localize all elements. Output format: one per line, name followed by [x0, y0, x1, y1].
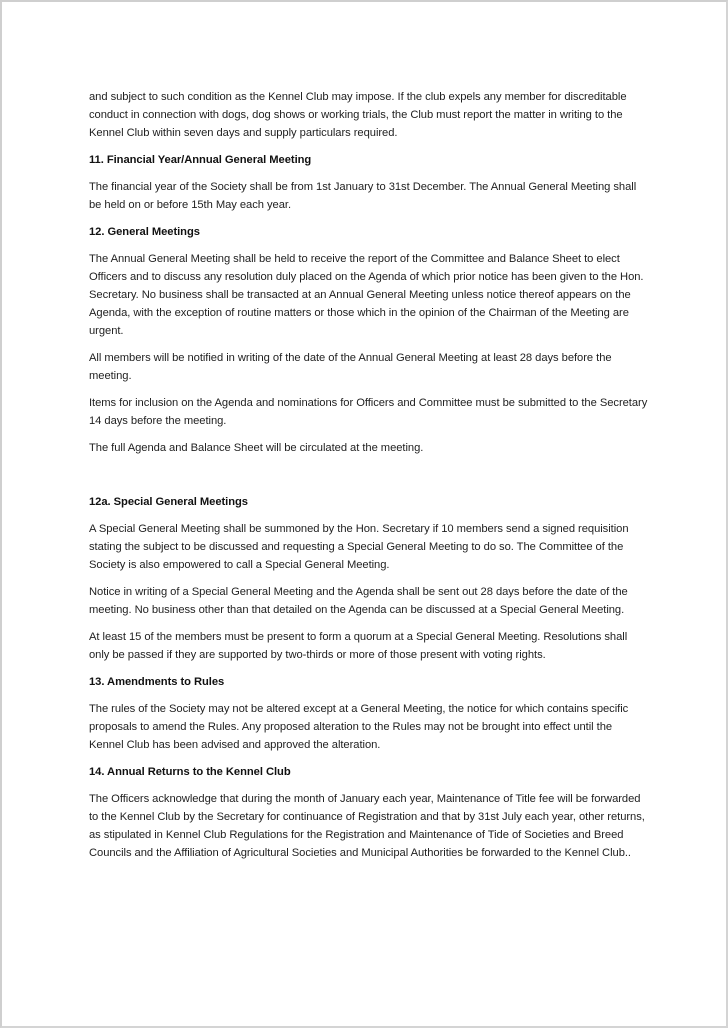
blank-spacer	[89, 466, 649, 493]
section-12a-paragraph: A Special General Meeting shall be summoned by the Hon. Secretary if 10 members send a signed requisition stating the subject to be discussed and requesting a Special General Meeting to do so. The Committee of the Society is also empowered to call a Special General Meeting.	[89, 523, 629, 571]
section-12-paragraph: The Annual General Meeting shall be held to receive the report of the Committee and Balance Sheet to elect Officers and to discuss any resolution duly placed on the Agenda of which prior notice has been given to the Hon. Secretary. No business shall be transacted at an Annual General Meeting unless notice thereof appears on the Agenda, with the exception of routine matters or those which in the opinion of the Chairman of the Meeting are urgent.	[89, 253, 644, 337]
section-heading-14: 14. Annual Returns to the Kennel Club	[89, 766, 291, 778]
section-heading-11: 11. Financial Year/Annual General Meeting	[89, 154, 312, 166]
section-14-paragraph: The Officers acknowledge that during the month of January each year, Maintenance of Title fee will be forwarded to the Kennel Club by the Secretary for continuance of Registration and that by 31st July each year, other returns, as stipulated in Kennel Club Regulations for the Registration and Maintenance of Tide of Societies and Breed Councils and the Affiliation of Agricultural Societies and Municipal Authorities be forwarded to the Kennel Club..	[89, 793, 645, 859]
intro-paragraph: and subject to such condition as the Kennel Club may impose. If the club expels any member for discreditable conduct in connection with dogs, dog shows or working trials, the Club must report the matter in writing to the Kennel Club within seven days and supply particulars required.	[89, 91, 627, 139]
section-heading-12a: 12a. Special General Meetings	[89, 496, 248, 508]
section-12a-paragraph: At least 15 of the members must be present to form a quorum at a Special General Meeting. Resolutions shall only be passed if they are supported by two-thirds or more of those present with voting rights.	[89, 631, 628, 661]
section-12-paragraph: Items for inclusion on the Agenda and nominations for Officers and Committee must be submitted to the Secretary 14 days before the meeting.	[89, 397, 648, 427]
section-12-paragraph: All members will be notified in writing of the date of the Annual General Meeting at least 28 days before the meeting.	[89, 352, 612, 382]
section-13-paragraph: The rules of the Society may not be altered except at a General Meeting, the notice for which contains specific proposals to amend the Rules. Any proposed alteration to the Rules may not be brought into effect until the Kennel Club has been advised and approved the alteration.	[89, 703, 629, 751]
section-12-paragraph: The full Agenda and Balance Sheet will be circulated at the meeting.	[89, 442, 424, 454]
section-heading-12: 12. General Meetings	[89, 226, 200, 238]
section-11-paragraph: The financial year of the Society shall be from 1st January to 31st December. The Annual General Meeting shall be held on or before 15th May each year.	[89, 181, 637, 211]
section-heading-13: 13. Amendments to Rules	[89, 676, 225, 688]
section-12a-paragraph: Notice in writing of a Special General Meeting and the Agenda shall be sent out 28 days before the date of the meeting. No business other than that detailed on the Agenda can be discussed at a Special General Meeting.	[89, 586, 628, 616]
document-body	[89, 88, 649, 871]
